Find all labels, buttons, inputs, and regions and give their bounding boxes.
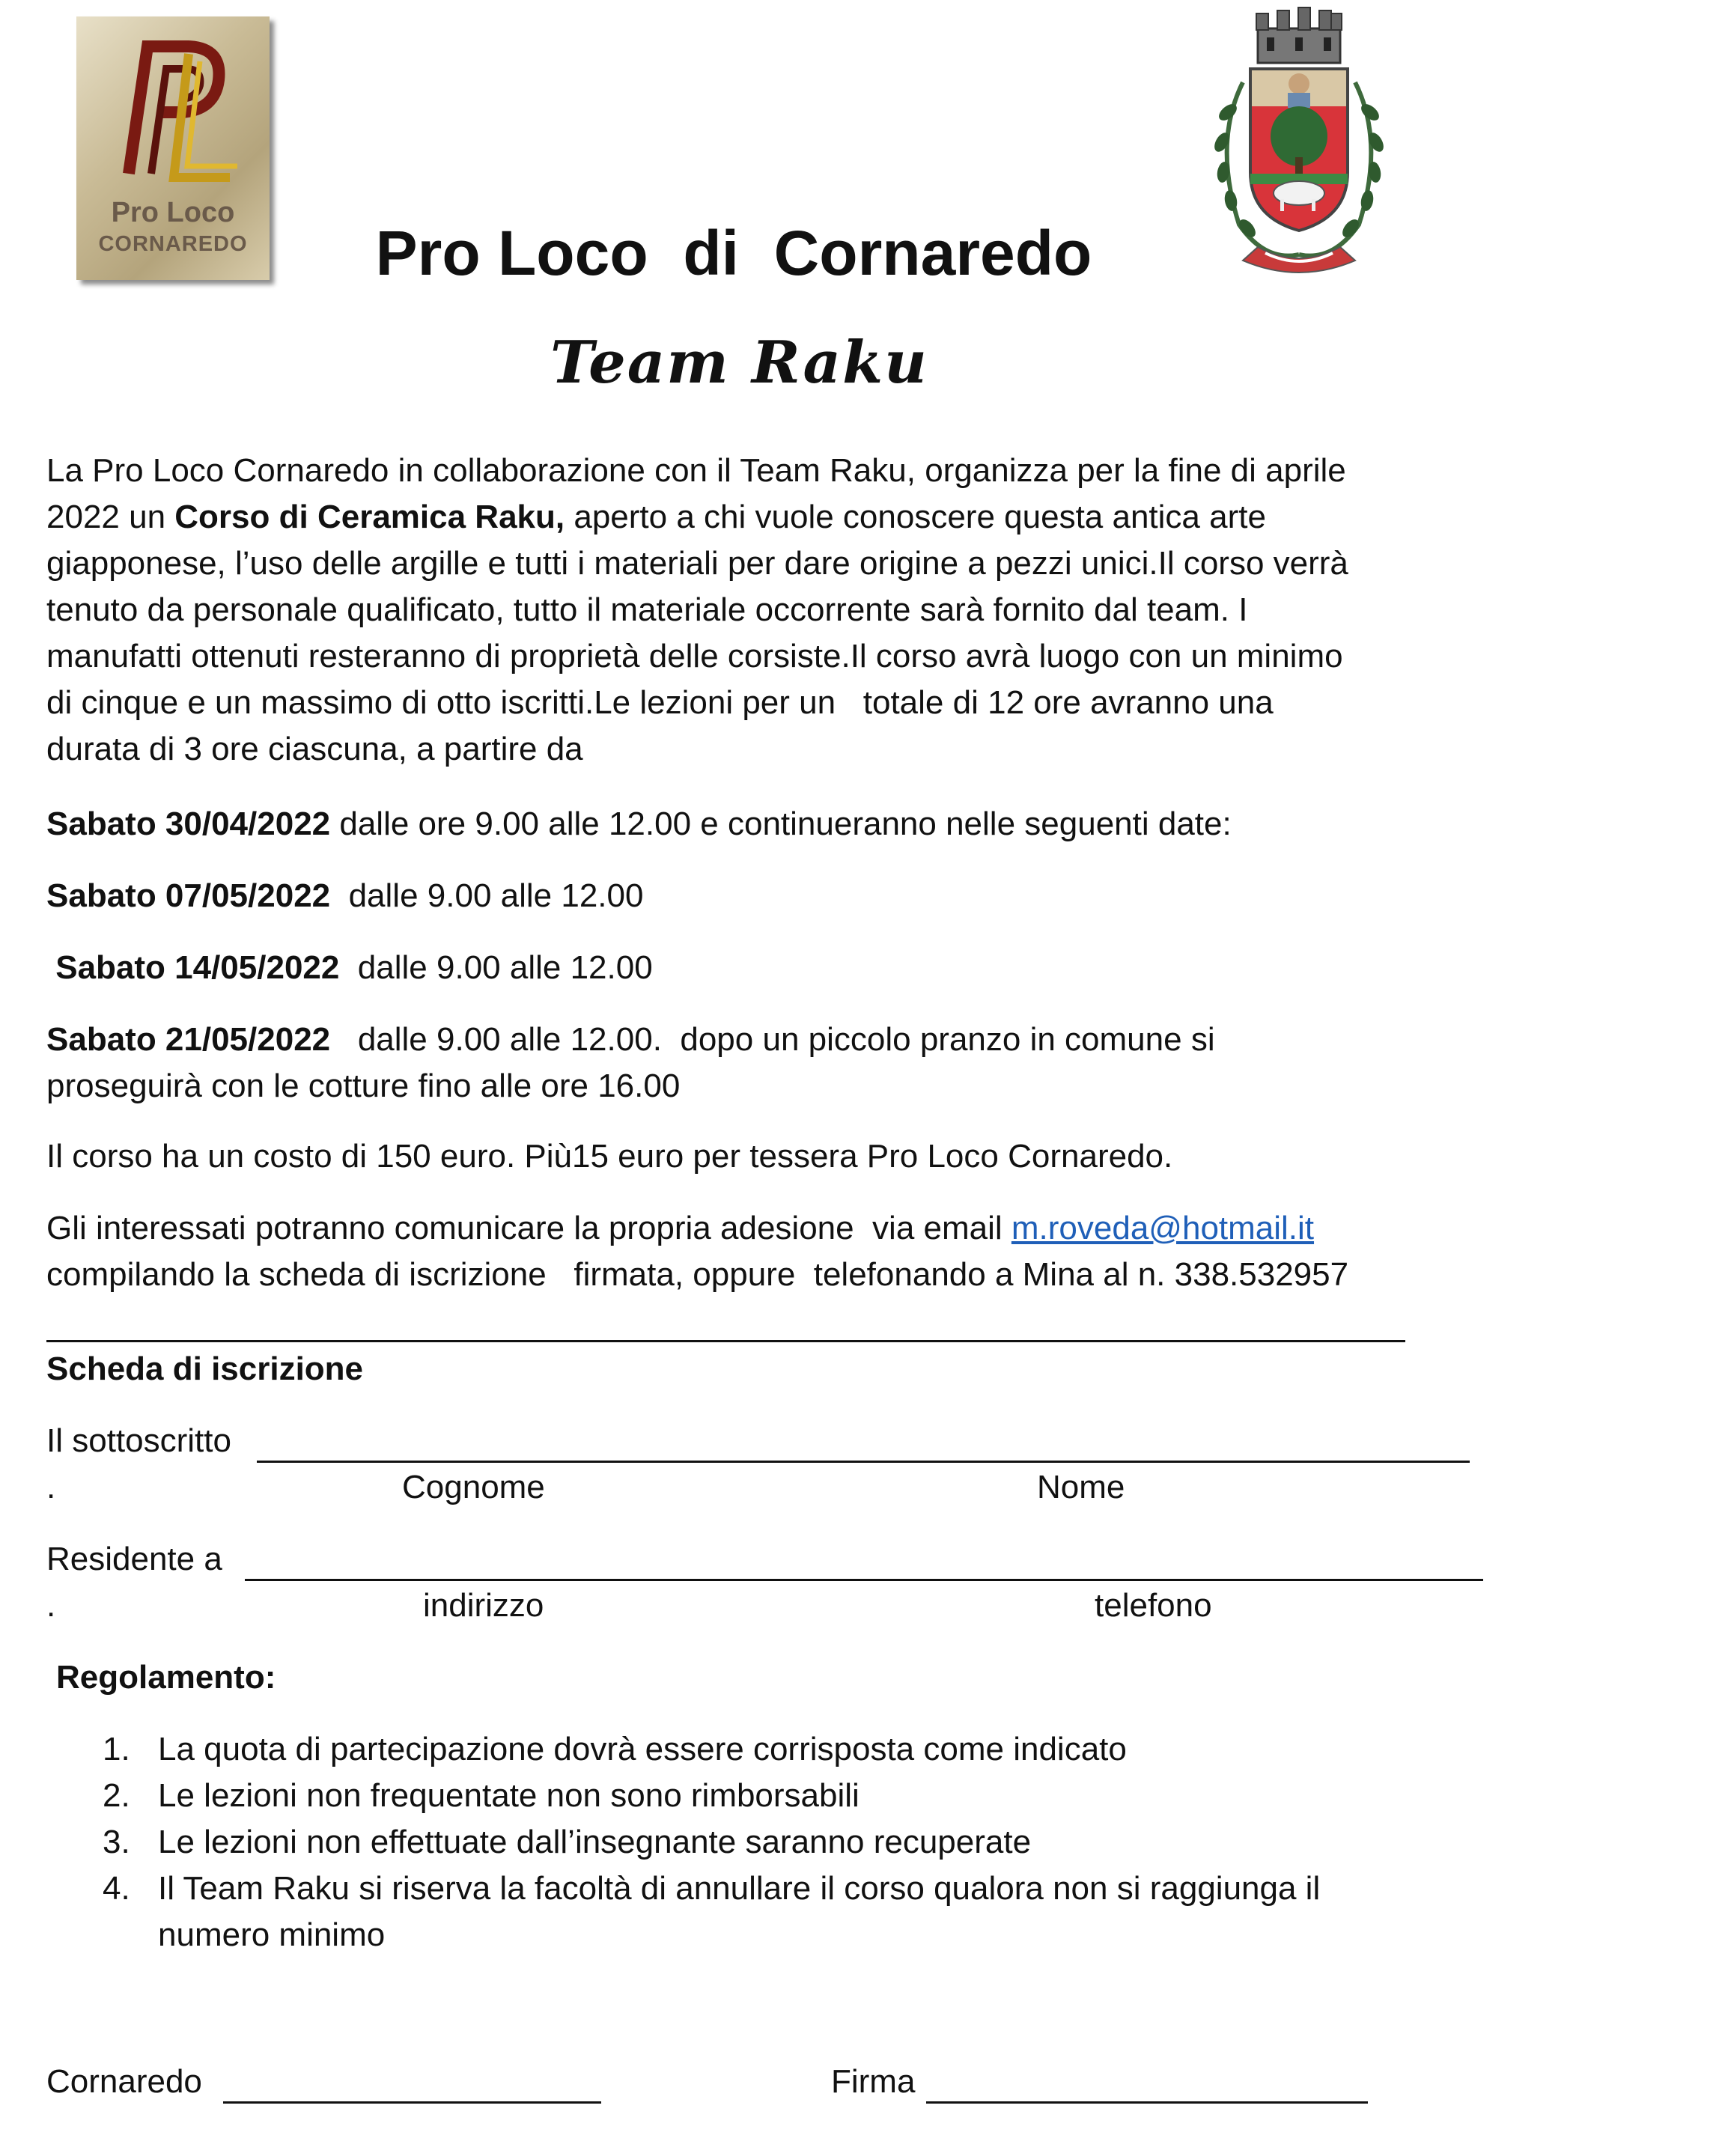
date-row-3: Sabato 14/05/2022 dalle 9.00 alle 12.00 [46, 949, 653, 986]
signature-field[interactable] [926, 2101, 1368, 2104]
page-title: Pro Loco di Cornaredo [375, 218, 1092, 288]
intro-line: 2022 un Corso di Ceramica Raku, aperto a chi vuole conoscere questa antica arte [46, 499, 1266, 535]
date-row-1: Sabato 30/04/2022 dalle ore 9.00 alle 12.00 e continueranno nelle seguenti date: [46, 806, 1232, 842]
list-item: 3. Le lezioni non effettuate dall’insegnante saranno recuperate [103, 1824, 1032, 1860]
intro-line: durata di 3 ore ciascuna, a partire da [46, 731, 583, 767]
contact-line-2: compilando la scheda di iscrizione firmata, oppure telefonando a Mina al n. 338.532957 [46, 1256, 1349, 1293]
telefono-caption: telefono [1095, 1587, 1212, 1624]
regolamento-heading: Regolamento: [56, 1659, 276, 1696]
intro-line: giapponese, l’uso delle argille e tutti i materiali per dare origine a pezzi unici.Il corso verrà [46, 545, 1348, 582]
sottoscritto-field[interactable] [257, 1461, 1470, 1463]
logo-text-proloco: Pro Loco [111, 197, 235, 228]
signature-label: Firma [831, 2063, 916, 2100]
date-row-2: Sabato 07/05/2022 dalle 9.00 alle 12.00 [46, 877, 644, 914]
email-link[interactable]: m.roveda@hotmail.it [1011, 1210, 1315, 1246]
contact-line-1: Gli interessati potranno comunicare la propria adesione via email m.roveda@hotmail.it [46, 1210, 1315, 1246]
intro-line: La Pro Loco Cornaredo in collaborazione con il Team Raku, organizza per la fine di aprile [46, 452, 1346, 489]
intro-paragraph [46, 448, 1619, 773]
place-label: Cornaredo [46, 2063, 202, 2100]
logo-text-cornaredo: CORNAREDO [98, 232, 248, 256]
residente-label: Residente a [46, 1541, 222, 1577]
intro-line: tenuto da personale qualificato, tutto il materiale occorrente sarà fornito dal team. I [46, 591, 1248, 628]
nome-caption: Nome [1037, 1469, 1125, 1505]
section-divider [46, 1340, 1405, 1342]
dot-marker: . [46, 1469, 56, 1505]
place-field[interactable] [223, 2101, 601, 2104]
list-item-continued: numero minimo [158, 1916, 386, 1953]
indirizzo-caption: indirizzo [423, 1587, 544, 1624]
course-name: Corso di Ceramica Raku, [174, 499, 565, 535]
sottoscritto-label: Il sottoscritto [46, 1422, 231, 1459]
intro-line: manufatti ottenuti resteranno di proprietà delle corsiste.Il corso avrà luogo con un minimo [46, 638, 1343, 674]
form-heading: Scheda di iscrizione [46, 1350, 364, 1387]
cost-text: Il corso ha un costo di 150 euro. Più15 euro per tessera Pro Loco Cornaredo. [46, 1138, 1173, 1175]
date-row-4: Sabato 21/05/2022 dalle 9.00 alle 12.00. dopo un piccolo pranzo in comune si [46, 1021, 1215, 1058]
list-item: 4. Il Team Raku si riserva la facoltà di annullare il corso qualora non si raggiunga il [103, 1870, 1321, 1907]
residente-field[interactable] [245, 1579, 1483, 1581]
date-row-4-continued: proseguirà con le cotture fino alle ore 16.00 [46, 1068, 681, 1104]
dot-marker: . [46, 1587, 56, 1624]
list-item: 1. La quota di partecipazione dovrà essere corrisposta come indicato [103, 1731, 1127, 1767]
cognome-caption: Cognome [402, 1469, 545, 1505]
intro-line: di cinque e un massimo di otto iscritti.Le lezioni per un totale di 12 ore avranno una [46, 684, 1274, 721]
list-item: 2. Le lezioni non frequentate non sono rimborsabili [103, 1777, 860, 1814]
page-subtitle: Team Raku [550, 329, 928, 397]
